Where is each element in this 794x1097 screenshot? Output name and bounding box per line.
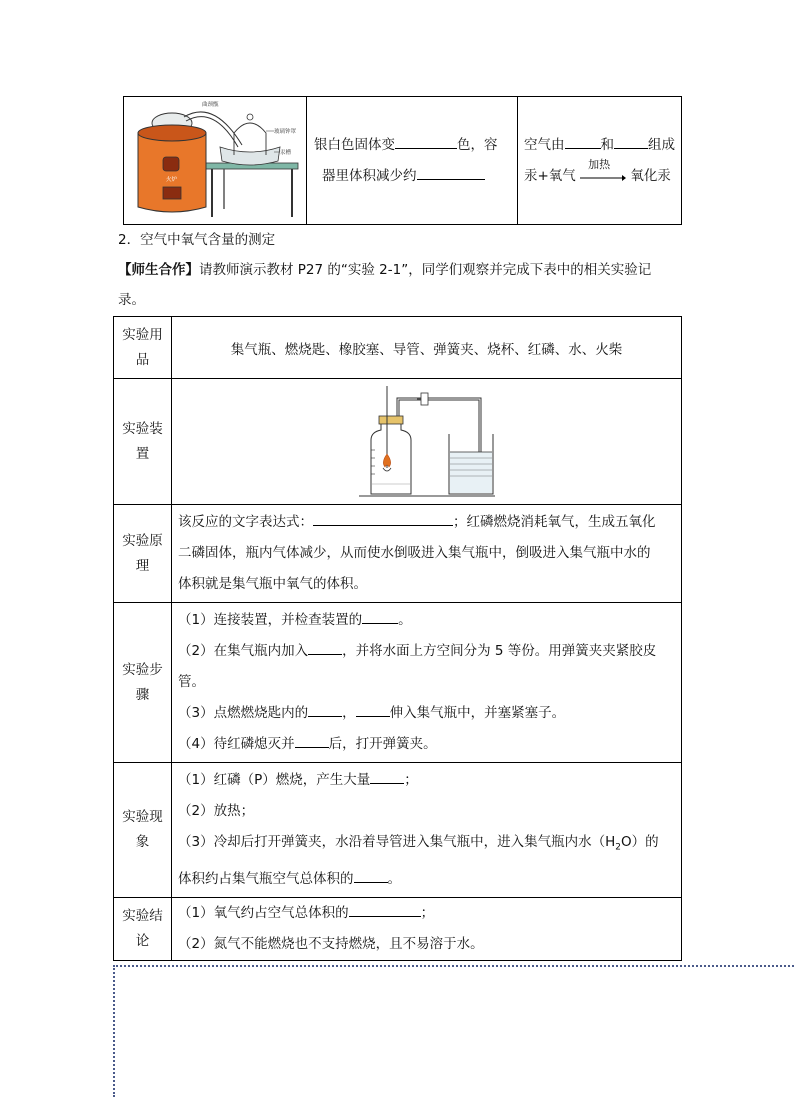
row-label-principle: 实验原 理 [114, 505, 172, 603]
blank-color[interactable] [395, 135, 457, 149]
phenomenon-line-2: 器里体积减少约 [314, 161, 517, 192]
label-bell-jar: 玻璃钟罩 [274, 129, 297, 135]
collab-tag: 【师生合作】 [118, 262, 199, 278]
notes-box [113, 965, 794, 1097]
blank-volume[interactable] [417, 166, 485, 180]
phenomena-content: （1）红磷（P）燃烧，产生大量 ； （2）放热； （3）冷却后打开弹簧夹，水沿着导管进入集气瓶中，进入集气瓶内水$(H_2O)$的 体积约占集气瓶空气总体积的 。 [172, 763, 682, 898]
blank-red-phosphorus[interactable] [308, 703, 342, 717]
row-label-phenomena: 实验现 象 [114, 763, 172, 898]
section-heading: 2．空气中氧气含量的测定 [118, 232, 276, 248]
row-label-steps: 实验步 骤 [114, 603, 172, 763]
reaction-condition: 加热 [588, 157, 611, 171]
apparatus-figure-cell [172, 379, 682, 505]
label-retort: 曲颈甑 [202, 102, 219, 108]
label-furnace: 火炉 [166, 177, 178, 183]
blank-cool-down[interactable] [295, 734, 329, 748]
section-intro-cont: 录。 [118, 292, 145, 308]
row-label-apparatus: 实验装 置 [114, 379, 172, 505]
blank-airtightness[interactable] [362, 610, 398, 624]
label-mercury-trough: 汞槽 [280, 150, 292, 156]
reaction-equation: 汞+氧气 加热 氧化汞 [524, 157, 671, 184]
blank-oxygen-fraction[interactable] [349, 903, 421, 917]
conclusion-line-1: 空气由 和 组成 [524, 136, 675, 153]
lavoisier-apparatus-figure [124, 97, 306, 220]
row-label-materials: 实验用 品 [114, 317, 172, 379]
materials-content: 集气瓶、燃烧匙、橡胶塞、导管、弹簧夹、烧杯、红磷、水、火柴 [172, 317, 682, 379]
phenomenon-line-1: 银白色固体变 色，容 [314, 136, 498, 153]
conclusion-content: （1）氧气约占空气总体积的 ； （2）氮气不能燃烧也不支持燃烧，且不易溶于水。 [172, 897, 682, 960]
steps-content: （1）连接装置，并检查装置的 。 （2）在集气瓶内加入 ，并将水面上方空间分为 5 等份。用弹簧夹夹紧胶皮 管。 （3）点燃燃烧匙内的 ， 伸入集气瓶中，并塞紧塞子。 （4）待红磷熄灭并 后，打开弹簧夹。 [172, 603, 682, 763]
experiment-table [113, 316, 682, 961]
blank-white-smoke[interactable] [370, 770, 404, 784]
top-table-conclusion-cell [518, 97, 682, 225]
section-intro: 【师生合作】请教师演示教材 P27 的“实验 2-1”，同学们观察并完成下表中的相关实验记 [118, 262, 652, 278]
blank-component-1[interactable] [565, 135, 601, 149]
top-table-image-cell [124, 97, 307, 225]
blank-word-equation[interactable] [313, 512, 453, 526]
top-table [123, 96, 682, 225]
row-label-conclusion: 实验结 论 [114, 897, 172, 960]
blank-water[interactable] [308, 641, 342, 655]
blank-quickly[interactable] [356, 703, 390, 717]
blank-one-fifth[interactable] [354, 869, 388, 883]
oxygen-measurement-apparatus [357, 384, 497, 500]
blank-component-2[interactable] [614, 135, 648, 149]
reaction-arrow [580, 157, 626, 183]
principle-content: 该反应的文字表达式： ；红磷燃烧消耗氧气，生成五氧化 二磷固体，瓶内气体减少，从而使水倒吸进入集气瓶中，倒吸进入集气瓶中水的 体积就是集气瓶中氧气的体积。 [172, 505, 682, 603]
top-table-phenomenon-cell [307, 97, 518, 225]
